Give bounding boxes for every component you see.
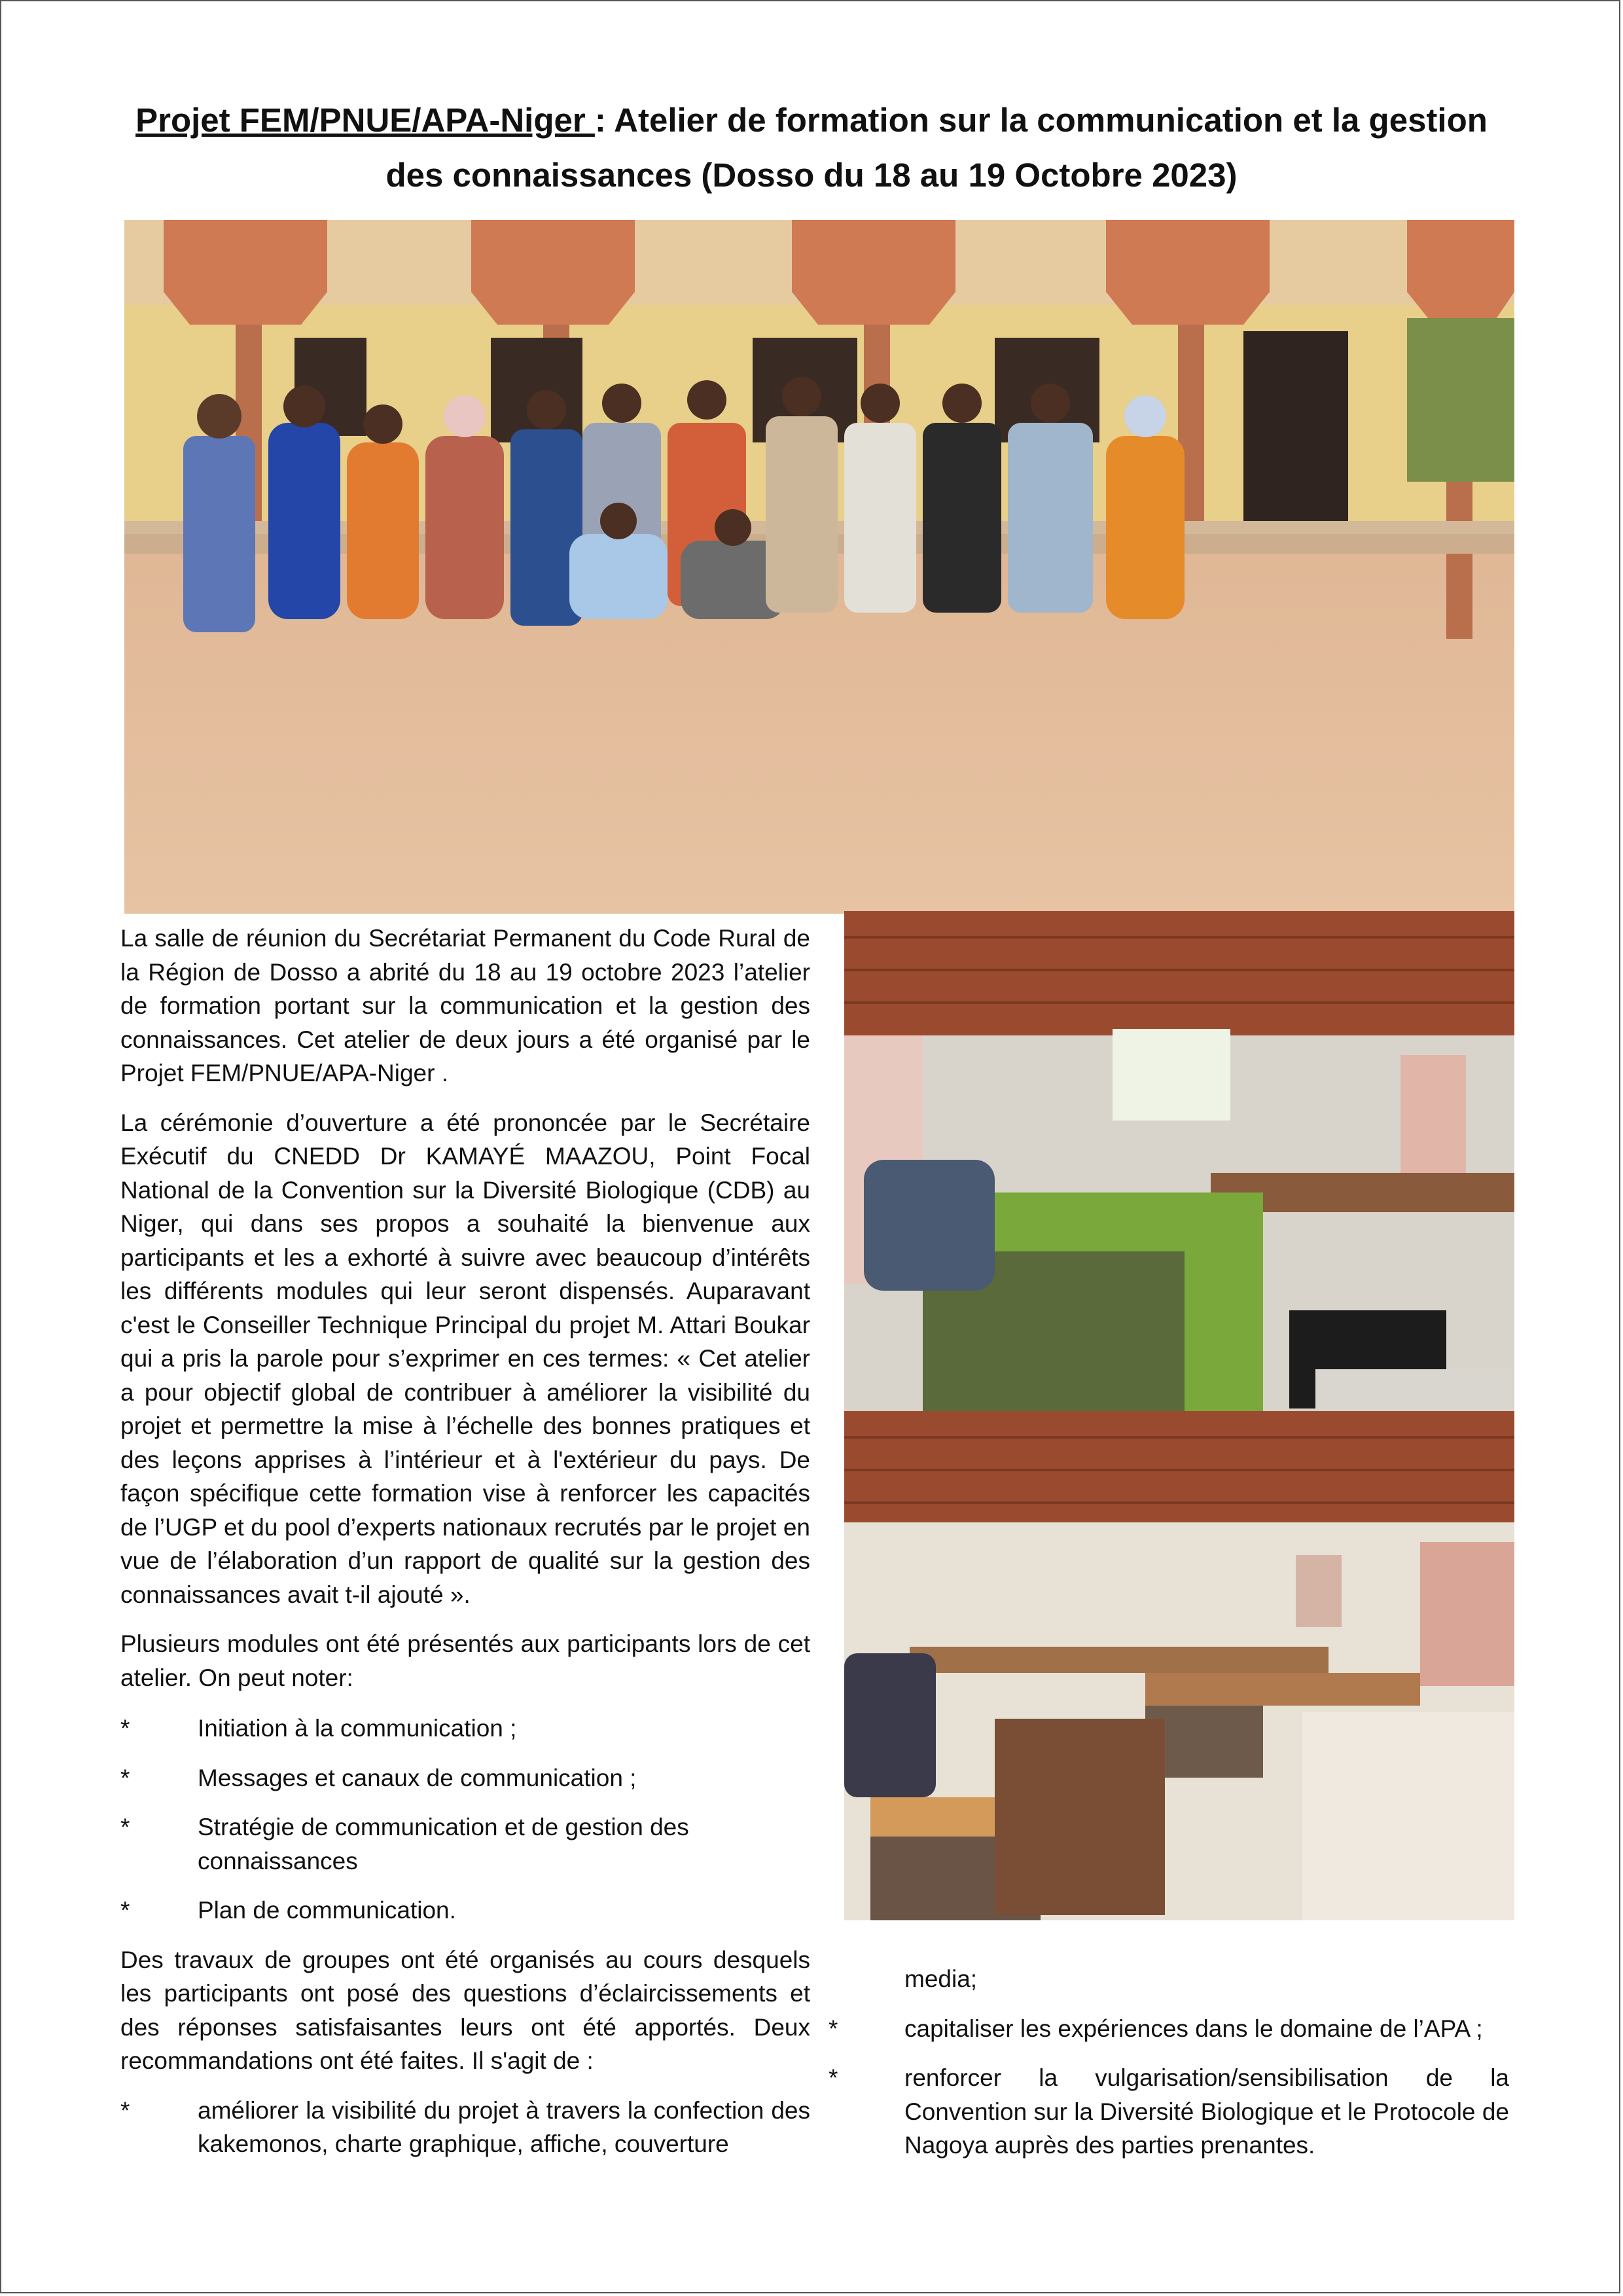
module-label: Messages et canaux de communication ;: [198, 1764, 637, 1791]
title-project-name: Projet FEM/PNUE/APA-Niger: [135, 101, 595, 139]
article-left-column: [120, 922, 810, 2177]
article-right-column: [829, 1962, 1509, 2178]
module-label: Stratégie de communication et de gestion des connaissances: [198, 1814, 689, 1874]
paragraph-modules-intro: Plusieurs modules ont été présentés aux participants lors de cet atelier. On peut noter:: [120, 1630, 810, 1691]
bullet-symbol: *: [120, 1764, 130, 1791]
list-item-continuation: [829, 1962, 1509, 1996]
bullet-symbol: *: [120, 1897, 130, 1924]
list-item: [829, 2012, 1509, 2046]
paragraph-intro: La salle de réunion du Secrétariat Permanent du Code Rural de la Région de Dosso a abrité du 18 au 19 octobre 2023 l’atelier de formation portant sur la communication et la gestion des connaissances. Cet atelier de deux jours a été organisé par le Projet FEM/PNUE/APA-Niger .: [120, 925, 810, 1086]
paragraph-group-work: Des travaux de groupes ont été organisés au cours desquels les participants ont posé des questions d’éclaircissements et des réponses satisfaisantes leurs ont été apportés. Deux recommandations ont été faites. Il s'agit de :: [120, 1946, 810, 2074]
list-item: [120, 1810, 810, 1878]
list-item: [120, 1893, 810, 1928]
title-line-2: des connaissances (Dosso du 18 au 19 Octobre 2023): [385, 156, 1238, 194]
page-title: [98, 93, 1525, 203]
title-subject: : Atelier de formation sur la communication et la gestion: [594, 101, 1488, 139]
list-item: [120, 2094, 810, 2161]
recommendation-label: media;: [904, 1965, 978, 1992]
bullet-symbol: *: [829, 2064, 838, 2091]
title-line-1: [98, 93, 1525, 148]
bullet-symbol: *: [120, 2096, 130, 2124]
recommendation-label: capitaliser les expériences dans le domaine de l’APA ;: [904, 2015, 1483, 2042]
paragraph-opening-ceremony: La cérémonie d’ouverture a été prononcée par le Secrétaire Exécutif du CNEDD Dr KAMAYÉ MAAZOU, Point Focal National de la Convention sur la Diversité Biologique (CDB) au Niger, qui dans ses propos a souhaité la bienvenue aux participants et les a exhorté à suivre avec beaucoup d’intérêts les différents modules qui leur seront dispensés. Auparavant c'est le Conseiller Technique Principal du projet M. Attari Boukar qui a pris la parole pour s’exprimer en ces termes: « Cet atelier a pour objectif global de contribuer à améliorer la visibilité du projet et permettre la mise à l’échelle des bonnes pratiques et des leçons apprises à l’intérieur et à l'extérieur du pays. De façon spécifique cette formation vise à renforcer les capacités de l’UGP et du pool d’experts nationaux recrutés par le projet en vue de l’élaboration d’un rapport de qualité sur la gestion des connaissances avait t-il ajouté ».: [120, 1109, 810, 1608]
module-label: Plan de communication.: [198, 1897, 456, 1924]
recommendation-label: renforcer la vulgarisation/sensibilisation de la Convention sur la Diversité Biologique et le Protocole de Nagoya auprès des parties prenantes.: [904, 2064, 1509, 2159]
list-item: [120, 1712, 810, 1746]
module-label: Initiation à la communication ;: [198, 1715, 517, 1742]
list-item: [829, 2061, 1509, 2162]
group-photo: [124, 220, 1514, 914]
bullet-symbol: *: [120, 1814, 130, 1840]
list-item: [120, 1761, 810, 1795]
bullet-symbol: *: [829, 2015, 838, 2042]
meeting-room-photo-2: [844, 1411, 1514, 1920]
recommendation-label: améliorer la visibilité du projet à travers la confection des kakemonos, charte graphique, affiche, couverture: [198, 2096, 810, 2157]
meeting-room-photo-1: [844, 911, 1514, 1411]
bullet-symbol: *: [120, 1715, 130, 1742]
